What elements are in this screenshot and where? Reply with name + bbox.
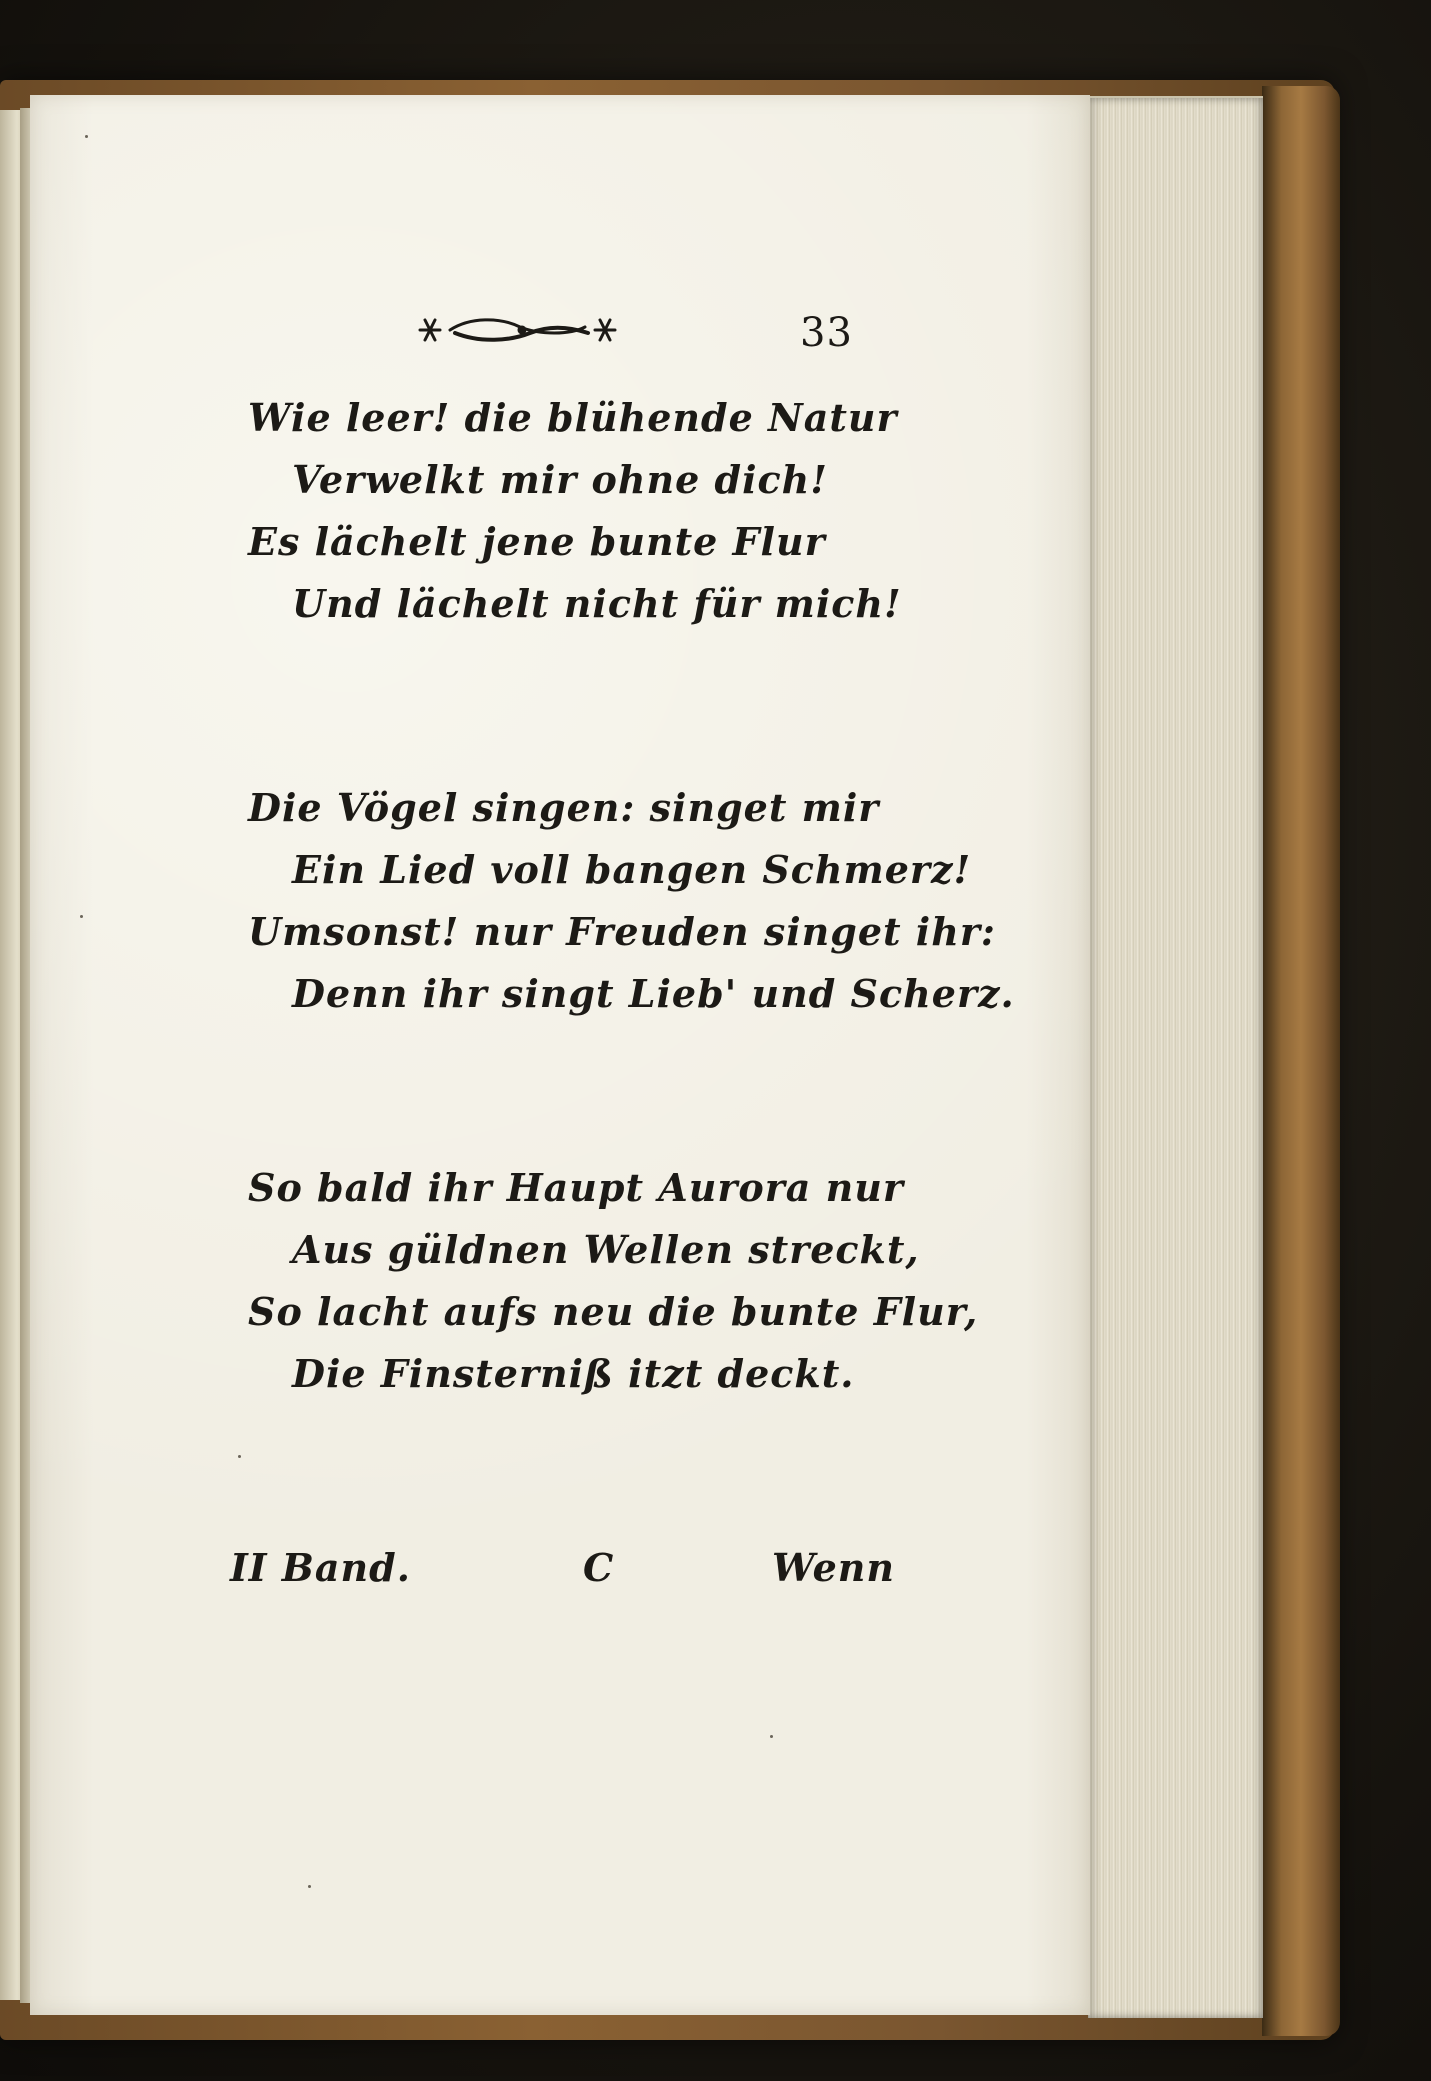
stanza-1-line-3: Es lächelt jene bunte Flur bbox=[248, 519, 826, 564]
paper-speck bbox=[238, 1455, 241, 1458]
paper-speck bbox=[85, 135, 88, 138]
stanza-1-line-2: Verwelkt mir ohne dich! bbox=[292, 457, 828, 502]
stanza-3-line-3: So lacht aufs neu die bunte Flur, bbox=[248, 1289, 979, 1334]
floral-ornament-icon bbox=[410, 305, 625, 355]
catchword: Wenn bbox=[772, 1545, 896, 1590]
stanza-2-line-4: Denn ihr singt Lieb' und Scherz. bbox=[292, 971, 1015, 1016]
stanza-1-line-4: Und lächelt nicht für mich! bbox=[292, 581, 902, 626]
page-number: 33 bbox=[800, 310, 853, 356]
stanza-2-line-3: Umsonst! nur Freuden singet ihr: bbox=[248, 909, 996, 954]
book-page bbox=[30, 95, 1090, 2015]
signature-mark: C bbox=[583, 1545, 615, 1590]
paper-speck bbox=[770, 1735, 773, 1738]
stanza-3-line-4: Die Finsterniß itzt deckt. bbox=[292, 1351, 855, 1396]
stanza-2-line-1: Die Vögel singen: singet mir bbox=[248, 785, 880, 830]
paper-speck bbox=[80, 915, 83, 918]
stanza-3-line-2: Aus güldnen Wellen streckt, bbox=[292, 1227, 920, 1272]
paper-speck bbox=[308, 1885, 311, 1888]
page-stack-edge bbox=[1088, 98, 1263, 2018]
stanza-1-line-1: Wie leer! die blühende Natur bbox=[248, 395, 898, 440]
volume-label: II Band. bbox=[230, 1545, 411, 1590]
stanza-2-line-2: Ein Lied voll bangen Schmerz! bbox=[292, 847, 972, 892]
stanza-3-line-1: So bald ihr Haupt Aurora nur bbox=[248, 1165, 904, 1210]
book-spine-edge bbox=[1262, 86, 1340, 2036]
